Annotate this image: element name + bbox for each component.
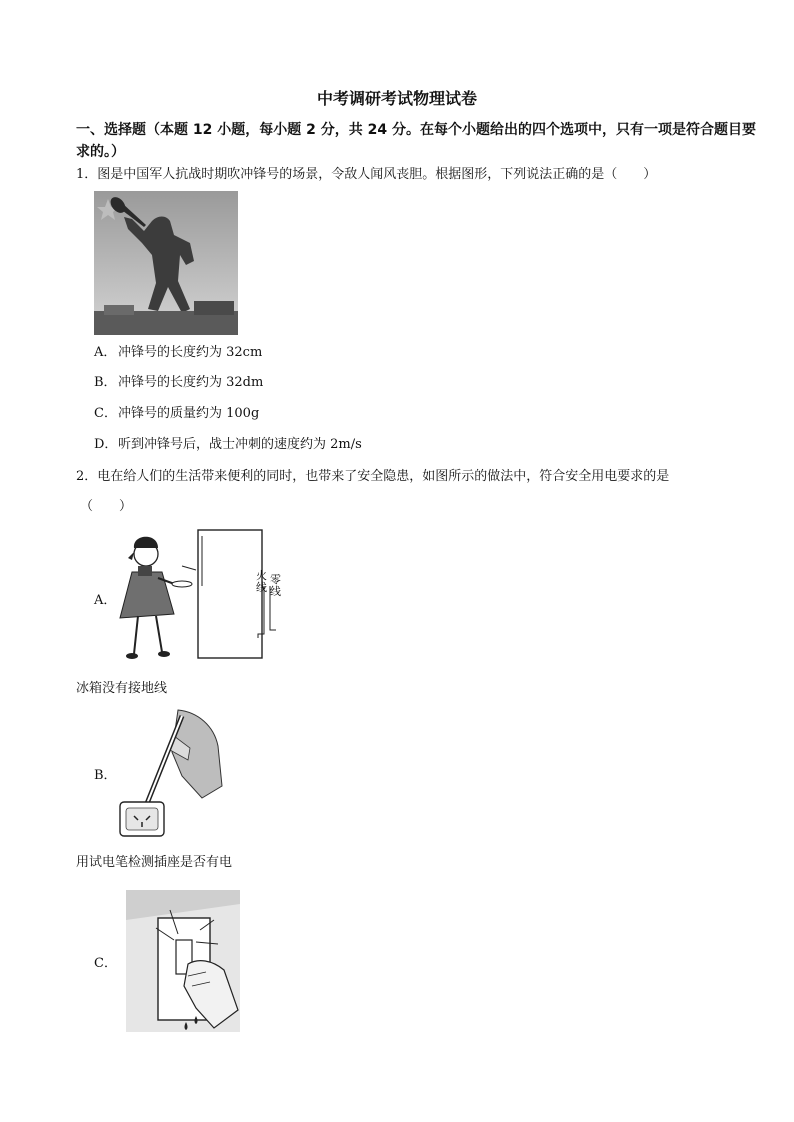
question-1-number: 1． <box>76 167 98 182</box>
question-2 <box>76 467 766 487</box>
q1-option-a[interactable]: A． 冲锋号的长度约为 32cm <box>94 345 263 360</box>
q2-option-b-caption: 用试电笔检测插座是否有电 <box>76 855 233 870</box>
question-2-text: 电在给人们的生活带来便利的同时，也带来了安全隐患，如图所示的做法中，符合安全用电要求的是 <box>97 469 670 484</box>
wet-hand-switch-illustration <box>126 890 240 1032</box>
q2-option-b-label[interactable]: B． <box>94 768 117 783</box>
q2-option-c-label[interactable]: C． <box>94 956 117 971</box>
question-2-answer-paren: （ ） <box>80 499 133 514</box>
page-title: 中考调研考试物理试卷 <box>316 89 477 108</box>
q1-option-d[interactable]: D．听到冲锋号后，战士冲刺的速度约为 2m/s <box>94 437 362 452</box>
q2-option-a-label[interactable]: A． <box>94 593 117 608</box>
question-1 <box>76 165 766 185</box>
bugle-soldier-photo <box>94 191 238 335</box>
q1-option-b[interactable]: B．冲锋号的长度约为 32dm <box>94 375 264 390</box>
fire-wire-label: 火 线 <box>256 569 267 594</box>
question-2-number: 2． <box>76 469 98 484</box>
section-heading: 一、选择题（本题 12 小题，每小题 2 分，共 24 分。在每个小题给出的四个选项中，只有一项是符合题目要求的。） <box>76 122 756 160</box>
test-pen-socket-illustration <box>118 706 230 838</box>
question-1-text: 图是中国军人抗战时期吹冲锋号的场景，令敌人闻风丧胆。根据图形，下列说法正确的是（ ） <box>97 167 657 182</box>
q1-option-c[interactable]: C．冲锋号的质量约为 100g <box>94 406 260 421</box>
zero-wire-label: 零 线 <box>270 573 281 598</box>
girl-refrigerator-illustration <box>118 526 288 664</box>
q2-option-a-caption: 冰箱没有接地线 <box>76 681 168 696</box>
